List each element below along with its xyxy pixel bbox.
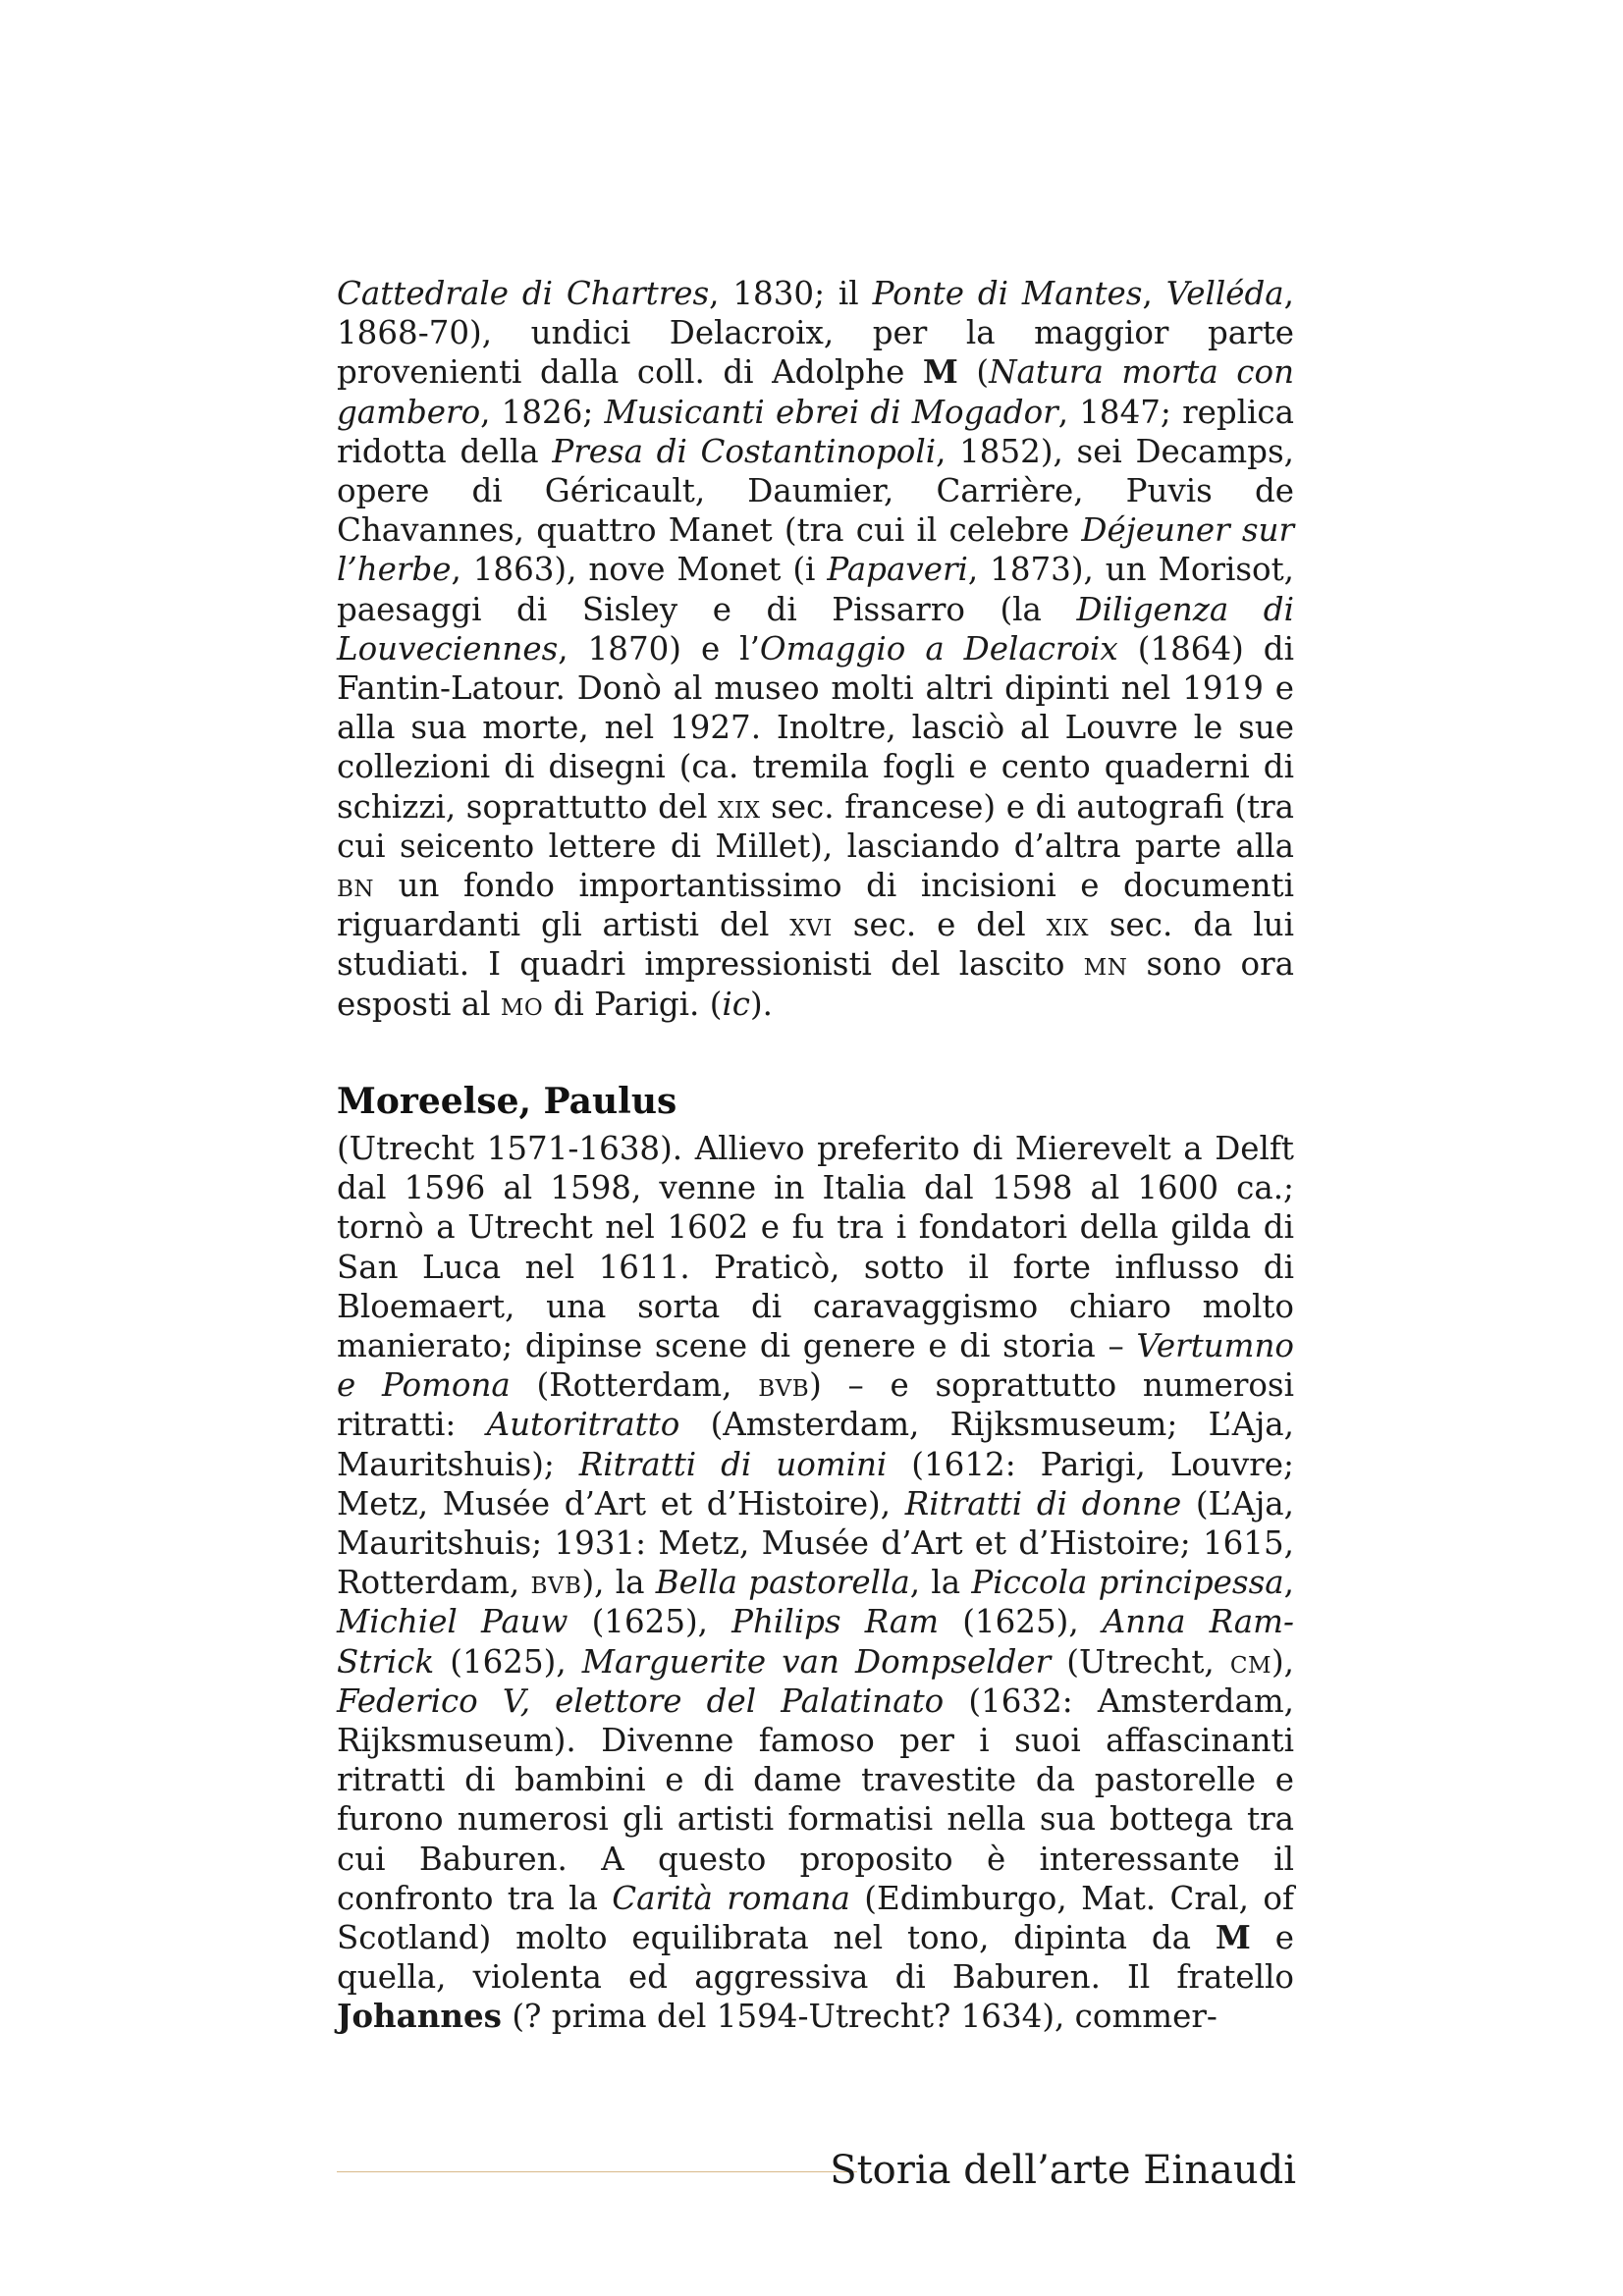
italic-run: Marguerite van Dompselder: [581, 1642, 1052, 1681]
small-caps-run: xix: [718, 787, 761, 826]
italic-run: Natura morta con gambero: [337, 353, 1294, 431]
text-run: , 1863), nove Monet (i: [451, 551, 828, 589]
text-run: , 1826;: [480, 393, 605, 431]
italic-run: Déjeuner sur l’herbe: [337, 511, 1294, 589]
small-caps-run: xix: [1046, 906, 1089, 944]
small-caps-run: bvb: [758, 1366, 810, 1405]
text-run: , 1830; il: [709, 275, 873, 312]
text-run: (1625),: [939, 1603, 1103, 1641]
text-run: sec. francese) e di autografi (tra cui seicento lettere di Millet), lasciando d’altra parte alla: [337, 787, 1294, 865]
text-run: , 1847; replica ridotta della: [337, 393, 1295, 470]
entry-heading: Moreelse, Paulus: [337, 1081, 677, 1122]
italic-run: Musicanti ebrei di Mogador: [604, 393, 1058, 431]
small-caps-run: bvb: [530, 1564, 582, 1602]
small-caps-run: mo: [500, 985, 544, 1023]
text-run: ) – e soprattutto numerosi ritratti:: [337, 1366, 1294, 1444]
italic-run: Bella pastorella: [655, 1564, 910, 1602]
text-run: (: [957, 353, 990, 392]
italic-run: Ritratti di donne: [904, 1484, 1182, 1522]
italic-run: Carità romana: [612, 1879, 850, 1917]
italic-run: Omaggio a Delacroix: [759, 629, 1118, 667]
italic-run: Anna Ram-Strick: [337, 1603, 1294, 1681]
italic-run: Vertumno e Pomona: [337, 1327, 1294, 1405]
small-caps-run: xvi: [789, 906, 833, 944]
text-run: (1864) di Fantin-Latour. Donò al museo molti altri dipinti nel 1919 e alla sua morte, nel 1927. Inoltre, lasciò al Louvre le sue collezioni di disegni (ca. tremila fogli e cento quaderni di schizzi, soprattutto del: [337, 629, 1294, 826]
entry-continuation: [337, 274, 1294, 1024]
text-run: (Utrecht,: [1051, 1642, 1230, 1681]
italic-run: Autoritratto: [486, 1406, 680, 1444]
text-run: , 1852), sei Decamps, opere di Géricault, Daumier, Carrière, Puvis de Chavannes, quattro Manet (tra cui il celebre: [337, 432, 1294, 550]
italic-run: Ponte di Mantes: [872, 275, 1143, 312]
text-run: (L’Aja, Mauritshuis; 1931: Metz, Musée d’Art et d’Histoire; 1615, Rotterdam,: [337, 1484, 1294, 1602]
italic-run: Piccola principessa: [971, 1564, 1284, 1602]
bold-run: M: [922, 352, 958, 392]
text-run: ).: [750, 985, 774, 1023]
text-run: (1625),: [568, 1603, 732, 1641]
footer-rule: [337, 2171, 857, 2172]
text-run: e quella, violenta ed aggressiva di Baburen. Il fratello: [337, 1919, 1294, 1997]
text-run: (? prima del 1594-Utrecht? 1634), commer-: [501, 1998, 1217, 2036]
text-run: (Rotterdam,: [510, 1366, 759, 1405]
italic-run: Philips Ram: [731, 1603, 940, 1641]
text-run: (1612: Parigi, Louvre; Metz, Musée d’Art et d’Histoire),: [337, 1445, 1294, 1522]
text-run: (Amsterdam, Rijksmuseum; L’Aja, Mauritshuis);: [337, 1406, 1294, 1483]
italic-run: Velléda: [1165, 275, 1284, 312]
italic-run: Diligenza di Louveciennes: [337, 590, 1294, 667]
italic-run: Ritratti di uomini: [578, 1445, 888, 1483]
text-run: di Parigi. (: [543, 985, 723, 1023]
footer-publisher: Storia dell’arte Einaudi: [830, 2148, 1296, 2193]
italic-run: Presa di Costantinopoli: [552, 432, 937, 470]
text-run: , 1870) e l’: [558, 629, 760, 667]
bold-run: Johannes: [337, 1997, 502, 2036]
italic-run: ic: [722, 985, 750, 1023]
text-run: ), la: [581, 1564, 656, 1602]
text-run: (Edimburgo, Mat. Cral, of Scotland) molto equilibrata nel tono, dipinta da: [337, 1879, 1294, 1957]
italic-run: Federico V, elettore del Palatinato: [337, 1682, 945, 1720]
text-run: (1632: Amsterdam, Rijksmuseum). Divenne famoso per i suoi affascinanti ritratti di bambini e di dame travestite da pastorelle e furono numerosi gli artisti formatisi nella sua bottega tra cui Baburen. A questo proposito è interessante il confronto tra la: [337, 1682, 1294, 1917]
small-caps-run: bn: [337, 867, 375, 905]
text-run: sec. e del: [832, 906, 1047, 944]
entry-paragraph: [337, 1129, 1294, 2037]
text-run: (1625),: [434, 1642, 582, 1681]
entry-body: [337, 1129, 1294, 2037]
text-run: sec. da lui studiati. I quadri impressionisti del lascito: [337, 906, 1295, 984]
small-caps-run: mn: [1083, 945, 1128, 984]
text-run: , 1873), un Morisot, paesaggi di Sisley e di Pissarro (la: [337, 551, 1294, 628]
bold-run: M: [1215, 1918, 1251, 1957]
italic-run: Papaveri: [827, 551, 968, 589]
text-run: sono ora esposti al: [337, 945, 1294, 1023]
text-run: (Utrecht 1571-1638). Allievo preferito di Mierevelt a Delft dal 1596 al 1598, venne in Italia dal 1598 al 1600 ca.; tornò a Utrecht nel 1602 e fu tra i fondatori della gilda di San Luca nel 1611. Praticò, sotto il forte influsso di Bloemaert, una sorta di caravaggismo chiaro molto manierato; dipinse scene di genere e di storia –: [337, 1130, 1294, 1365]
text-run: ,: [1283, 1564, 1294, 1602]
text-run: ),: [1271, 1642, 1295, 1681]
italic-run: Michiel Pauw: [337, 1603, 568, 1641]
text-run: un fondo importantissimo di incisioni e documenti riguardanti gli artisti del: [337, 867, 1294, 944]
text-run: , la: [909, 1564, 972, 1602]
italic-run: Cattedrale di Chartres: [337, 275, 710, 312]
small-caps-run: cm: [1229, 1642, 1271, 1681]
text-run: , 1868-70), undici Delacroix, per la maggior parte provenienti dalla coll. di Adolphe: [337, 275, 1294, 392]
text-run: ,: [1142, 275, 1166, 312]
continuation-paragraph: [337, 274, 1294, 1024]
